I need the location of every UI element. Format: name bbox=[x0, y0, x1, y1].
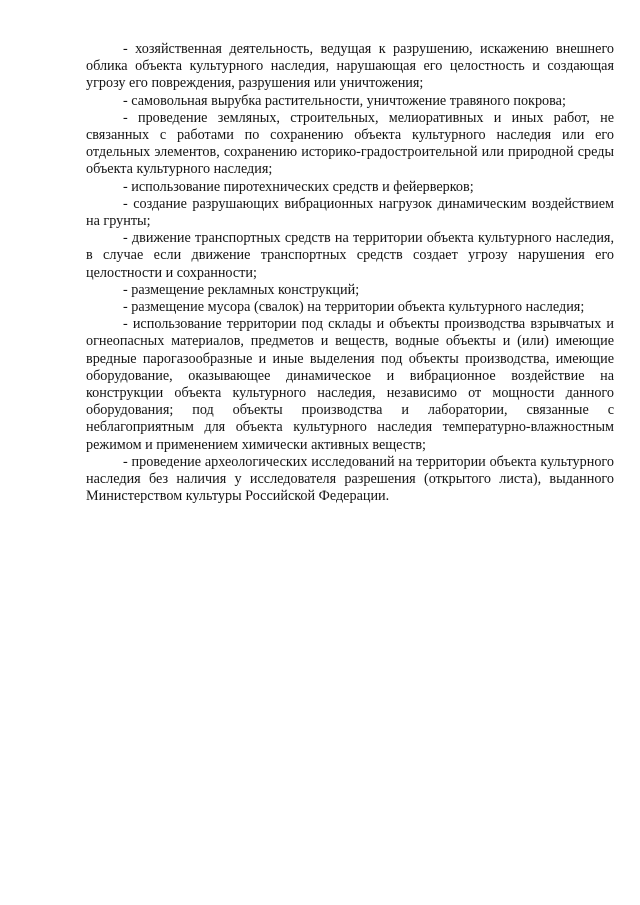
restriction-item: - использование пиротехнических средств и фейерверков; bbox=[123, 178, 474, 195]
restriction-item: - размещение рекламных конструкций; bbox=[123, 281, 360, 298]
restriction-item: - хозяйственная деятельность, ведущая к разрушению, искажению внешнего облика объекта культурного наследия, нарушающая его целостность и создающая угрозу его повреждения, разрушения или уничтожения; bbox=[86, 41, 614, 92]
restriction-item: - размещение мусора (свалок) на территории объекта культурного наследия; bbox=[123, 299, 585, 316]
document-body bbox=[86, 41, 614, 505]
restriction-item: - движение транспортных средств на территории объекта культурного наследия, в случае если движение транспортных средств создает угрозу нарушения его целостности и сохранности; bbox=[86, 230, 614, 281]
restriction-item: - проведение земляных, строительных, мелиоративных и иных работ, не связанных с работами по сохранению объекта культурного наследия или его отдельных элементов, сохранению историко-градостроительной или природной среды объекта культурного наследия; bbox=[86, 109, 614, 178]
restriction-item: - использование территории под склады и объекты производства взрывчатых и огнеопасных материалов, предметов и веществ, водные объекты и (или) имеющие вредные парогазообразные и иные выделения под объекты производства, имеющие оборудование, оказывающее динамическое и вибрационное воздействие на конструкции объекта культурного наследия, независимо от мощности данного оборудования; под объекты производства и лаборатории, связанные с неблагоприятным для объекта культурного наследия температурно-влажностным режимом и применением химически активных веществ; bbox=[86, 316, 614, 453]
restriction-item: - проведение археологических исследований на территории объекта культурного наследия без наличия у исследователя разрешения (открытого листа), выданного Министерством культуры Российской Федерации. bbox=[86, 453, 614, 505]
restriction-item: - самовольная вырубка растительности, уничтожение травяного покрова; bbox=[123, 92, 566, 109]
restriction-item: - создание разрушающих вибрационных нагрузок динамическим воздействием на грунты; bbox=[86, 195, 614, 230]
